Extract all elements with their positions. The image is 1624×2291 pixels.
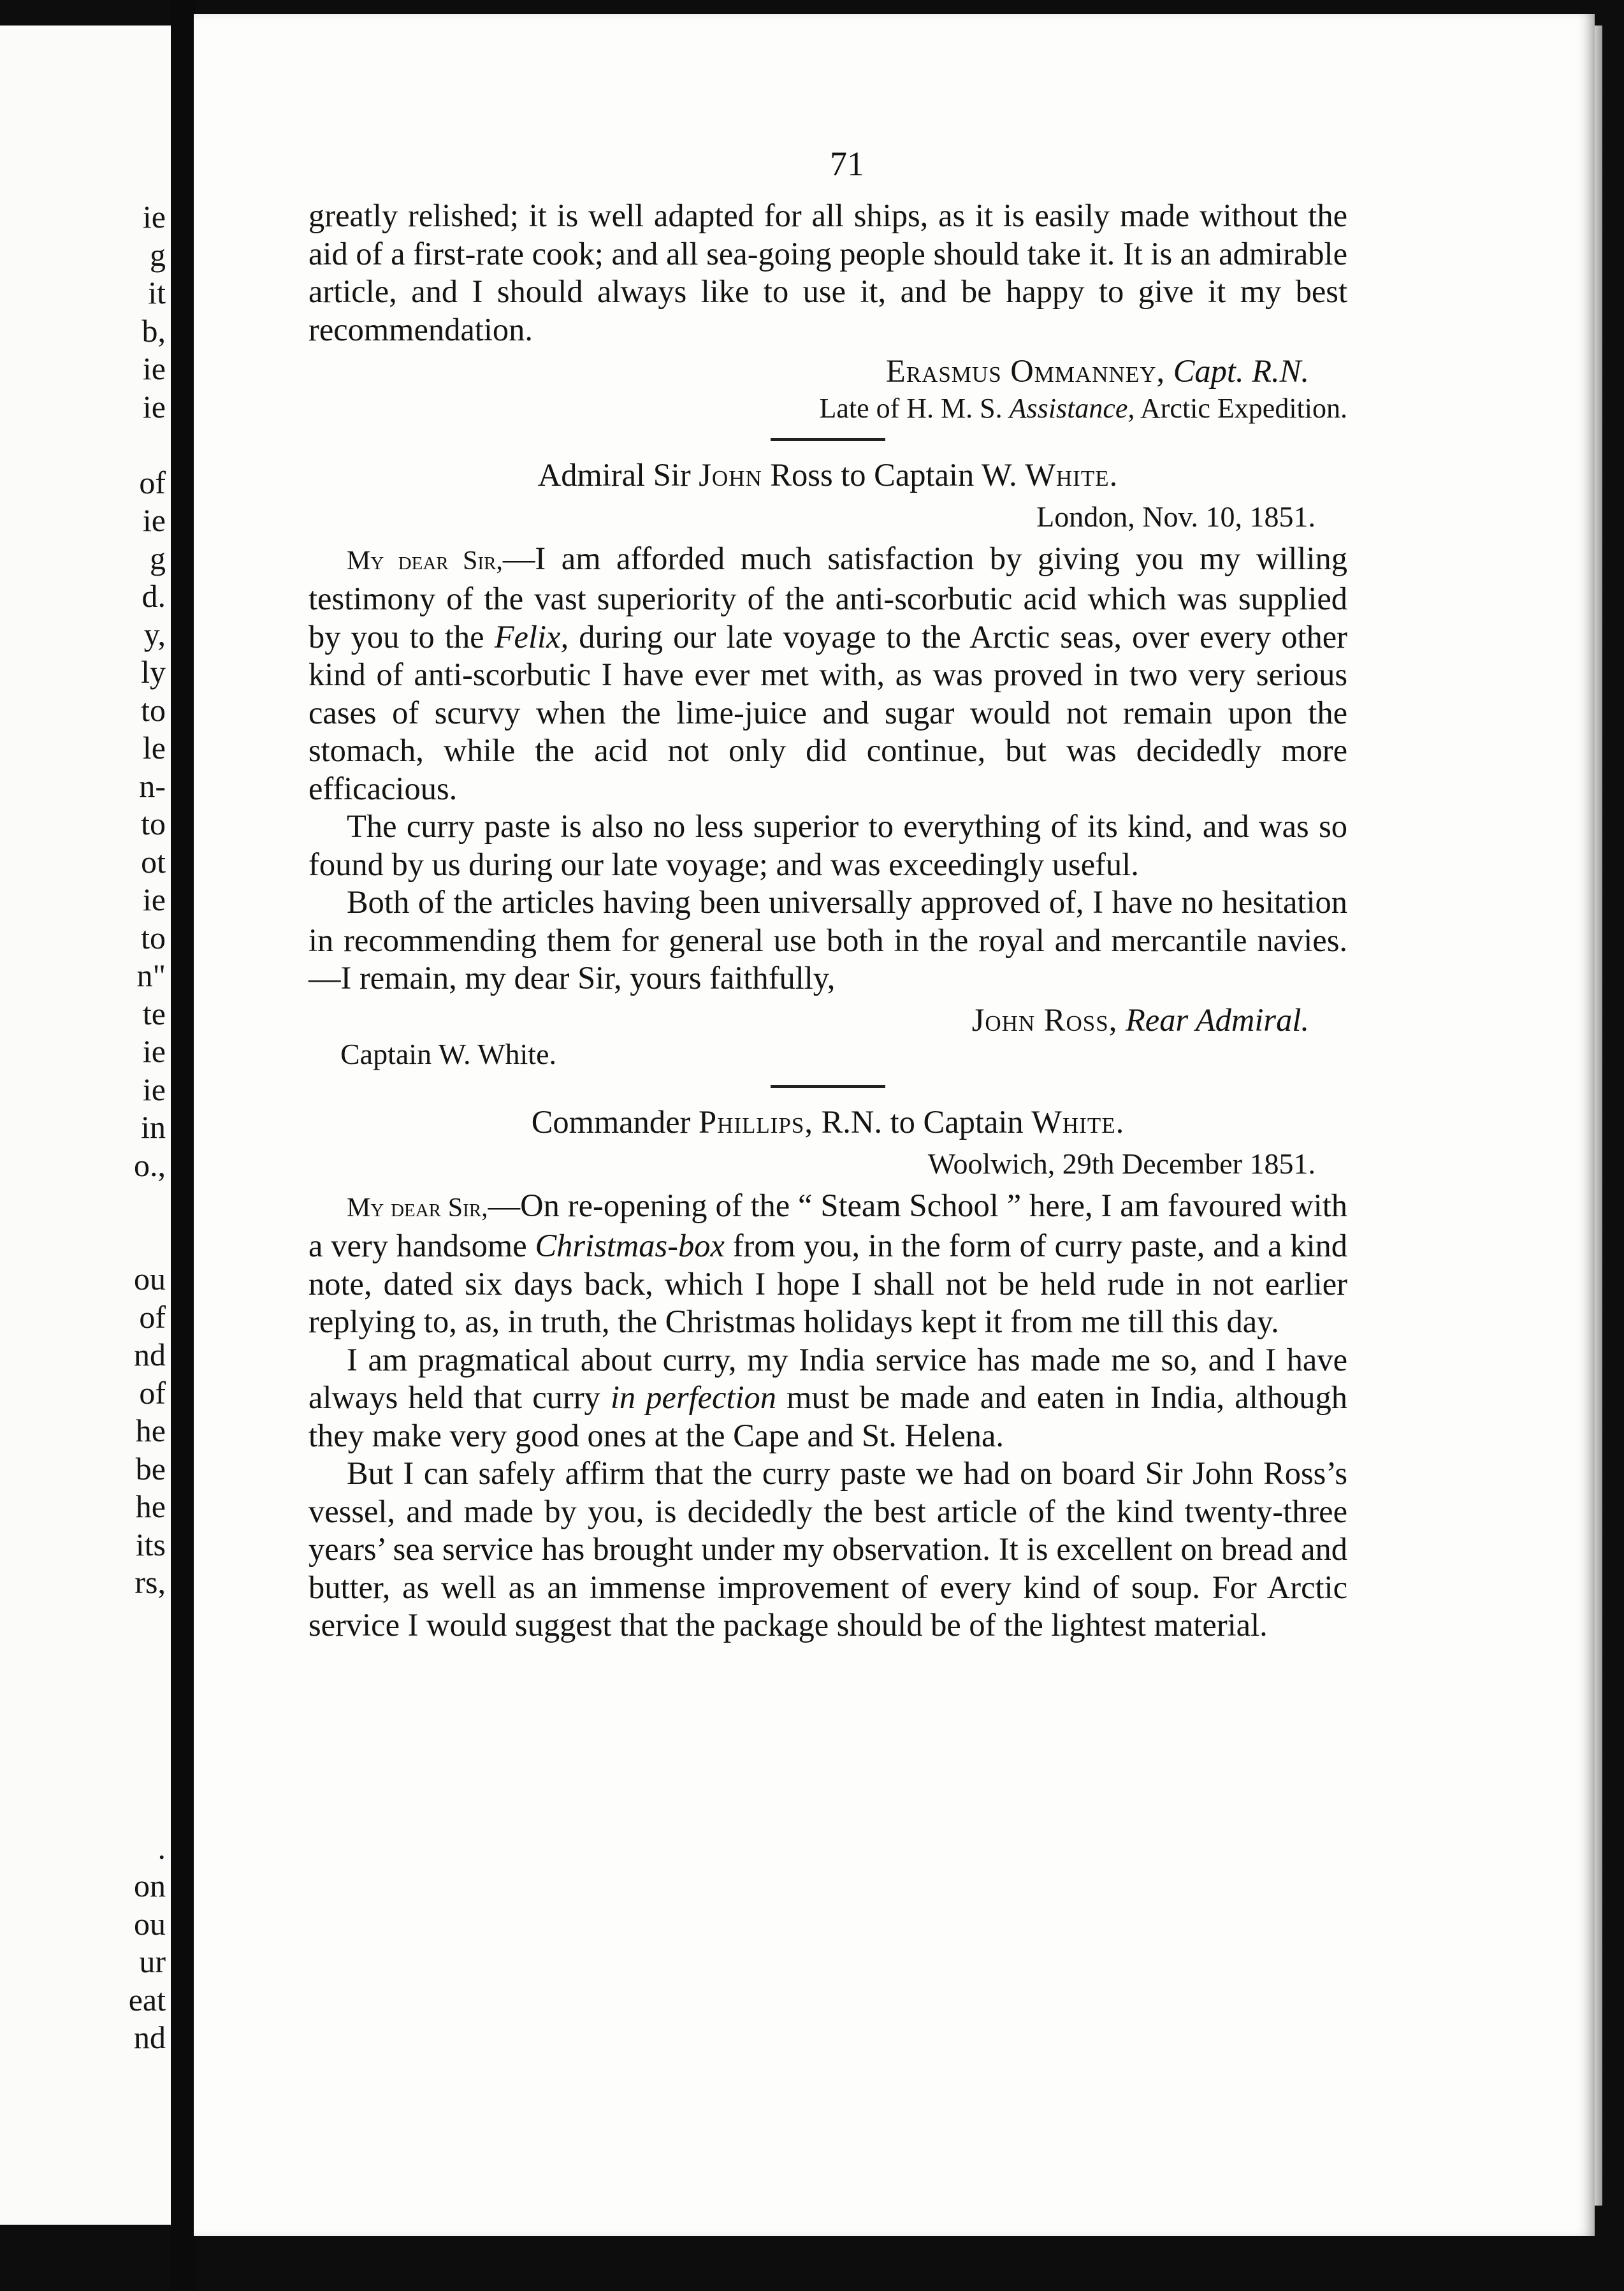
facing-page-text-fragment: eat <box>128 1981 166 2018</box>
page-content <box>308 145 1347 1645</box>
facing-page-text-fragment: he <box>135 1488 166 1524</box>
facing-page-text-fragment: to <box>141 919 166 956</box>
facing-page-text-fragment: ie <box>142 1071 166 1107</box>
paragraph-text: —I am afforded much satisfaction by giving you my willing testimony of the vast superiority of the anti-scorbutic acid which was supplied by you to the <box>308 540 1347 655</box>
paragraph-text: from you, in the form of curry paste, and a kind note, dated six days back, which I hope I shall not be held rude in not earlier replying to, as, in truth, the Christmas holidays kept it from me till this day. <box>308 1228 1348 1339</box>
section-rule <box>771 1085 885 1088</box>
signature-subtitle <box>308 391 1347 426</box>
facing-page-text-fragment: of <box>139 1374 166 1411</box>
heading-part: Ross to Captain W. <box>770 456 1017 493</box>
facing-page-text-fragment: be <box>135 1450 166 1487</box>
facing-page-text-fragment: . <box>157 1829 166 1866</box>
facing-page-text-fragment: in <box>141 1109 166 1145</box>
heading-part: Admiral Sir <box>537 456 691 493</box>
letter-paragraph: Both of the articles having been universally approved of, I have no hesitation in recommending them for general use both in the royal and mercantile navies.—I remain, my dear Sir, yours faithfully, <box>308 884 1347 996</box>
addressee: Captain W. White. <box>340 1038 557 1070</box>
facing-page-text-fragment: on <box>134 1868 166 1903</box>
facing-page-text-fragment: to <box>141 692 166 728</box>
facing-page-text-fragment: ou <box>134 1261 166 1297</box>
book-gutter <box>171 0 196 2291</box>
facing-page-text-fragment: to <box>141 806 166 841</box>
ship-name: Assistance, <box>1009 392 1135 424</box>
signature-ross <box>308 1001 1347 1040</box>
letter-paragraph <box>308 1341 1347 1455</box>
facing-page-text-fragment: its <box>135 1526 166 1562</box>
heading-name: White. <box>1025 456 1119 493</box>
heading-name: Phillips, <box>699 1103 813 1140</box>
letter-paragraph: But I can safely affirm that the curry paste we had on board Sir John Ross’s vessel, and made by you, is decidedly the best article of the kind twenty-three years’ sea service has brought under my observation. It is excellent on bread and butter, as well as an immense improvement of every kind of soup. For Arctic service I would suggest that the package should be of the lightest material. <box>308 1455 1347 1643</box>
facing-page-text-fragment: ou <box>134 1905 166 1942</box>
subtitle-suffix: Arctic Expedition. <box>1140 392 1347 424</box>
facing-page-text-fragment: g <box>150 540 166 576</box>
facing-page-text-fragment: n- <box>139 767 166 804</box>
facing-page-text-fragment: g <box>150 236 166 273</box>
facing-page-text-fragment: ot <box>141 843 166 880</box>
facing-page-text-fragment: ie <box>142 388 166 425</box>
facing-page-text-fragment: y, <box>143 616 166 652</box>
paragraph-text: I am pragmatical about curry, my India service has made me so, and I have always held that curry <box>308 1341 1347 1415</box>
letter-date: Woolwich, 29th December 1851. <box>927 1147 1316 1180</box>
signature-name: John Ross, <box>971 1001 1118 1038</box>
facing-page-text-fragment: rs, <box>134 1564 166 1600</box>
facing-page-text-fragment: ie <box>142 351 166 386</box>
letter-heading-phillips <box>308 1103 1347 1142</box>
paragraph-text: —On re-opening of the “ Steam School ” here, I am favoured with a very handsome <box>308 1187 1347 1263</box>
letter-heading-ross <box>308 456 1347 495</box>
signature-ommanney <box>308 353 1347 391</box>
paragraph-text: during our late voyage to the Arctic seas, over every other kind of anti-scorbutic I have ever met with, as was proved in two very serious cases of scurvy when the lime-juice and sugar would not remain upon the stomach, while the acid not only did continue, but was decidedly more efficacious. <box>308 618 1348 806</box>
salutation: My dear Sir, <box>347 546 503 576</box>
facing-page-fragment <box>0 25 171 2225</box>
facing-page-text-fragment: le <box>142 730 166 766</box>
facing-page-text-fragment: ie <box>142 882 166 917</box>
facing-page-text-fragment: ie <box>142 199 166 235</box>
facing-page-text-fragment: nd <box>134 2019 166 2055</box>
letter-date: London, Nov. 10, 1851. <box>1036 500 1316 533</box>
emphasis: in perfection <box>610 1379 777 1415</box>
salutation: My dear Sir, <box>347 1193 488 1223</box>
facing-page-text-fragment: n" <box>136 957 166 993</box>
facing-page-text-fragment: it <box>148 275 166 310</box>
signature-name: Erasmus Ommanney, <box>885 353 1166 389</box>
facing-page-text-fragment: te <box>142 995 166 1031</box>
letter-paragraph <box>308 540 1347 808</box>
facing-page-text-fragment: o., <box>134 1147 166 1183</box>
facing-page-text-fragment: ly <box>141 654 166 690</box>
facing-page-text-fragment: he <box>135 1413 166 1448</box>
facing-page-text-fragment: ie <box>142 1033 166 1069</box>
subtitle-prefix: Late of H. M. S. <box>819 392 1003 424</box>
facing-page-text-fragment: ur <box>139 1944 166 1979</box>
page-number: 71 <box>830 145 864 183</box>
ship-name: Felix, <box>494 618 569 655</box>
heading-name: John <box>699 456 762 493</box>
signature-title: Rear Admiral. <box>1125 1001 1309 1038</box>
facing-page-text-fragment: d. <box>141 578 166 614</box>
emphasis: Christmas-box <box>535 1228 725 1263</box>
facing-page-text-fragment: b, <box>141 312 166 349</box>
paragraph-text: must be made and eaten in India, although they make very good ones at the Cape and St. Helena. <box>308 1379 1348 1453</box>
signature-title: Capt. R.N. <box>1173 353 1309 389</box>
heading-part: R.N. to Captain <box>821 1103 1024 1140</box>
facing-page-text-fragment: of <box>139 1298 166 1335</box>
book-page <box>194 14 1595 2236</box>
letter-paragraph: The curry paste is also no less superior to everything of its kind, and was so found by us during our late voyage; and was exceedingly useful. <box>308 808 1347 882</box>
facing-page-text-fragment: of <box>139 464 166 500</box>
letter-paragraph <box>308 1187 1347 1341</box>
facing-page-text-fragment: nd <box>134 1337 166 1372</box>
heading-part: Commander <box>531 1103 691 1140</box>
heading-name: White. <box>1031 1103 1125 1140</box>
continued-paragraph: greatly relished; it is well adapted for all ships, as it is easily made without the aid of a first-rate cook; and all sea-going people should take it. It is an admirable article, and I should always like to use it, and be happy to give it my best recommendation. <box>308 198 1347 347</box>
section-rule <box>771 438 885 441</box>
facing-page-text-fragment: ie <box>142 502 166 538</box>
